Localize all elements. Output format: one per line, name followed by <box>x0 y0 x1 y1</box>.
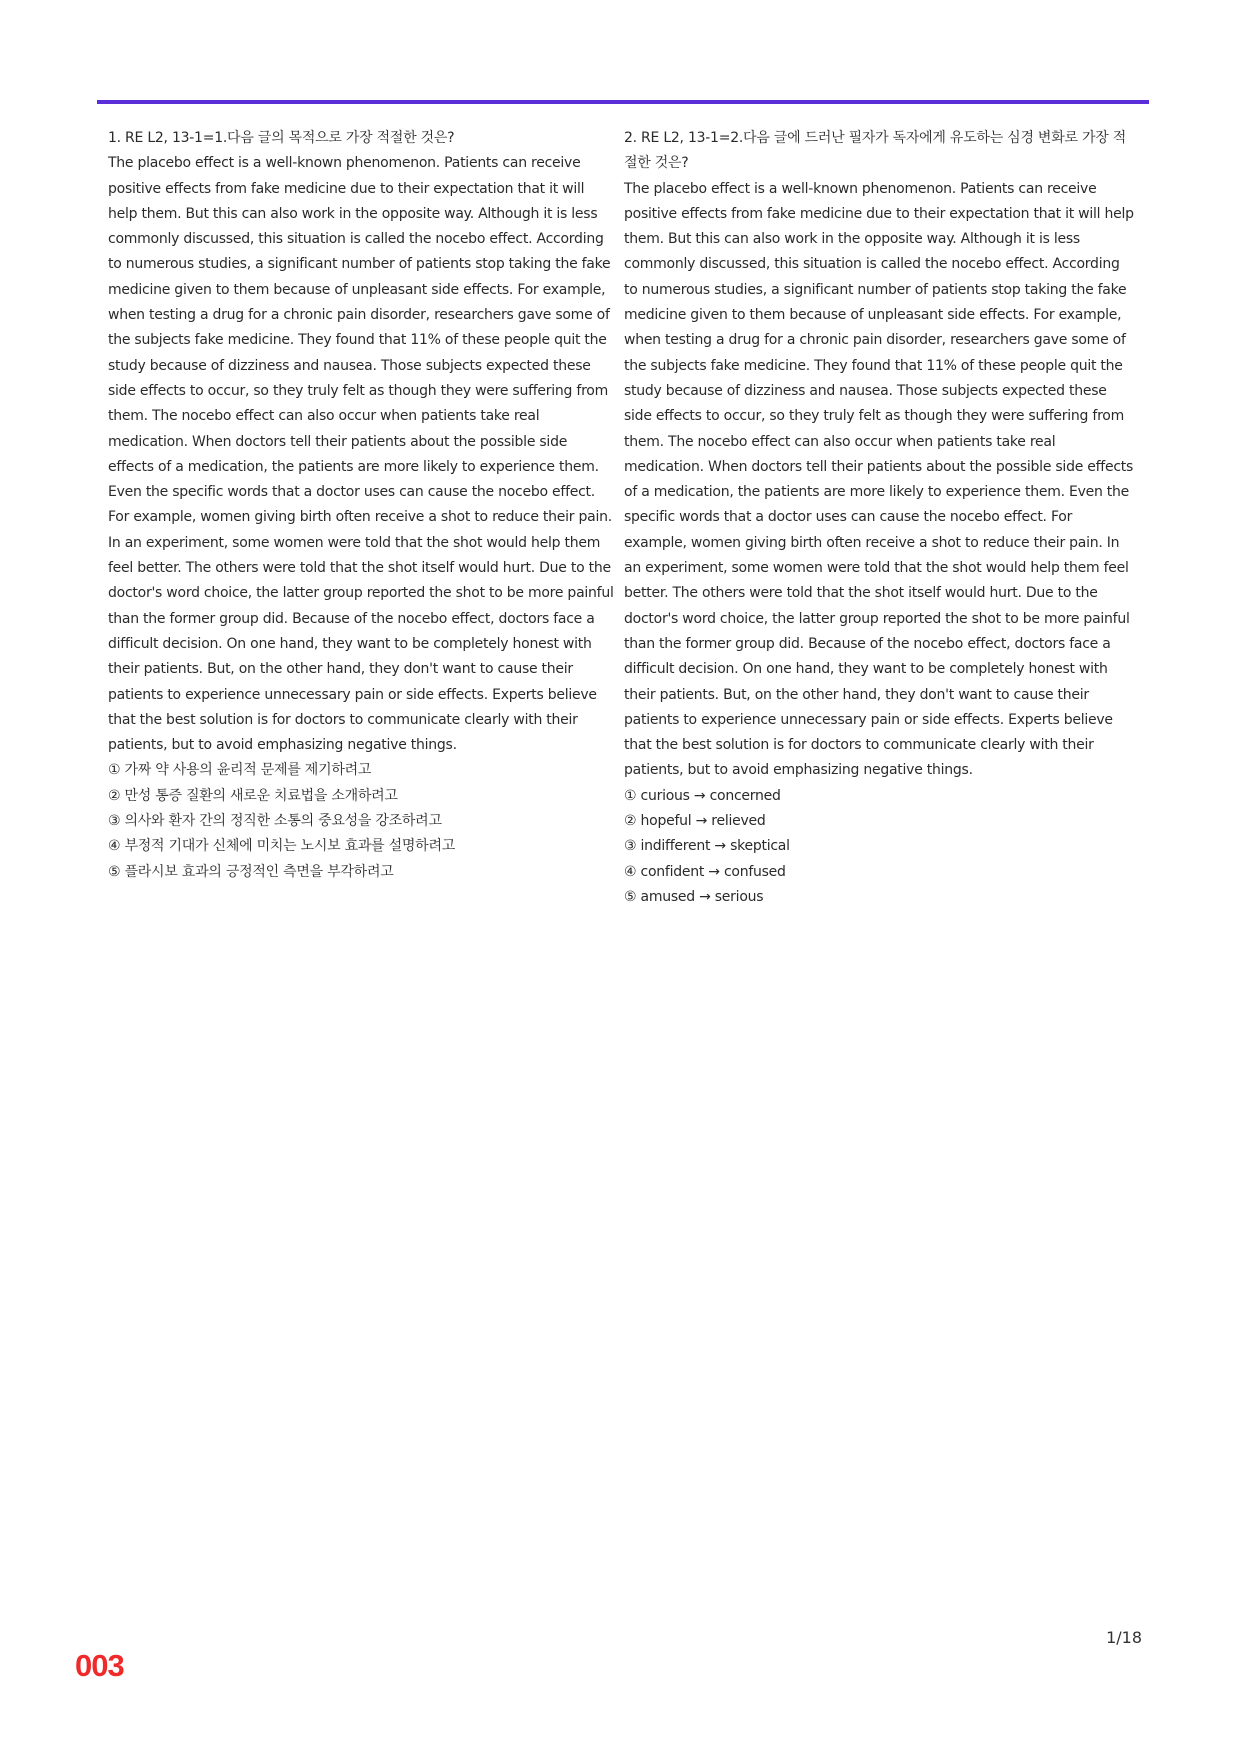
question-1-passage: The placebo effect is a well-known phenomenon. Patients can receive positive effects from fake medicine due to their expectation that it will help them. But this can also work in the opposite way. Although it is less commonly discussed, this situation is called the nocebo effect. According to numerous studies, a significant number of patients stop taking the fake medicine given to them because of unpleasant side effects. For example, when testing a drug for a chronic pain disorder, researchers gave some of the subjects fake medicine. They found that 11% of these people quit the study because of dizziness and nausea. Those subjects expected these side effects to occur, so they truly felt as though they were suffering from them. The nocebo effect can also occur when patients take real medication. When doctors tell their patients about the possible side effects of a medication, the patients are more likely to experience them. Even the specific words that a doctor uses can cause the nocebo effect. For example, women giving birth often receive a shot to reduce their pain. In an experiment, some women were told that the shot would help them feel better. The others were told that the shot itself would hurt. Due to the doctor's word choice, the latter group reported the shot to be more painful than the former group did. Because of the nocebo effect, doctors face a difficult decision. On one hand, they want to be completely honest with their patients. But, on the other hand, they don't want to cause their patients to experience unnecessary pain or side effects. Experts believe that the best solution is for doctors to communicate clearly with their patients, but to avoid emphasizing negative things. <box>108 155 614 754</box>
question-1-choice-3[interactable]: ③ 의사와 환자 간의 정직한 소통의 중요성을 강조하려고 <box>108 813 442 830</box>
header-rule <box>97 100 1149 104</box>
question-1-choices <box>108 758 616 884</box>
question-1-choice-1[interactable]: ① 가짜 약 사용의 윤리적 문제를 제기하려고 <box>108 762 372 779</box>
question-2-passage: The placebo effect is a well-known phenomenon. Patients can receive positive effects from fake medicine due to their expectation that it will help them. But this can also work in the opposite way. Although it is less commonly discussed, this situation is called the nocebo effect. According to numerous studies, a significant number of patients stop taking the fake medicine given to them because of unpleasant side effects. For example, when testing a drug for a chronic pain disorder, researchers gave some of the subjects fake medicine. They found that 11% of these people quit the study because of dizziness and nausea. Those subjects expected these side effects to occur, so they truly felt as though they were suffering from them. The nocebo effect can also occur when patients take real medication. When doctors tell their patients about the possible side effects of a medication, the patients are more likely to experience them. Even the specific words that a doctor uses can cause the nocebo effect. For example, women giving birth often receive a shot to reduce their pain. In an experiment, some women were told that the shot would help them feel better. The others were told that the shot itself would hurt. Due to the doctor's word choice, the latter group reported the shot to be more painful than the former group did. Because of the nocebo effect, doctors face a difficult decision. On one hand, they want to be completely honest with their patients. But, on the other hand, they don't want to cause their patients to experience unnecessary pain or side effects. Experts believe that the best solution is for doctors to communicate clearly with their patients, but to avoid emphasizing negative things. <box>624 180 1134 779</box>
question-2-choice-3[interactable]: ③ indifferent → skeptical <box>624 838 790 855</box>
question-1-choice-5[interactable]: ⑤ 플라시보 효과의 긍정적인 측면을 부각하려고 <box>108 863 394 880</box>
question-2-header: 2. RE L2, 13-1=2.다음 글에 드러난 필자가 독자에게 유도하는 심경 변화로 가장 적절한 것은? <box>624 130 1126 172</box>
question-2 <box>624 126 1134 910</box>
question-1-header: 1. RE L2, 13-1=1.다음 글의 목적으로 가장 적절한 것은? <box>108 130 455 146</box>
question-2-choice-1[interactable]: ① curious → concerned <box>624 787 781 804</box>
document-code: 003 <box>75 1648 124 1683</box>
page-number: 1/18 <box>1106 1628 1142 1647</box>
question-2-choices <box>624 784 1134 910</box>
question-1-choice-2[interactable]: ② 만성 통증 질환의 새로운 치료법을 소개하려고 <box>108 787 398 804</box>
question-1-choice-4[interactable]: ④ 부정적 기대가 신체에 미치는 노시보 효과를 설명하려고 <box>108 838 456 855</box>
question-2-choice-2[interactable]: ② hopeful → relieved <box>624 813 766 830</box>
question-1 <box>108 126 616 885</box>
question-2-choice-5[interactable]: ⑤ amused → serious <box>624 888 764 905</box>
question-2-choice-4[interactable]: ④ confident → confused <box>624 863 786 880</box>
